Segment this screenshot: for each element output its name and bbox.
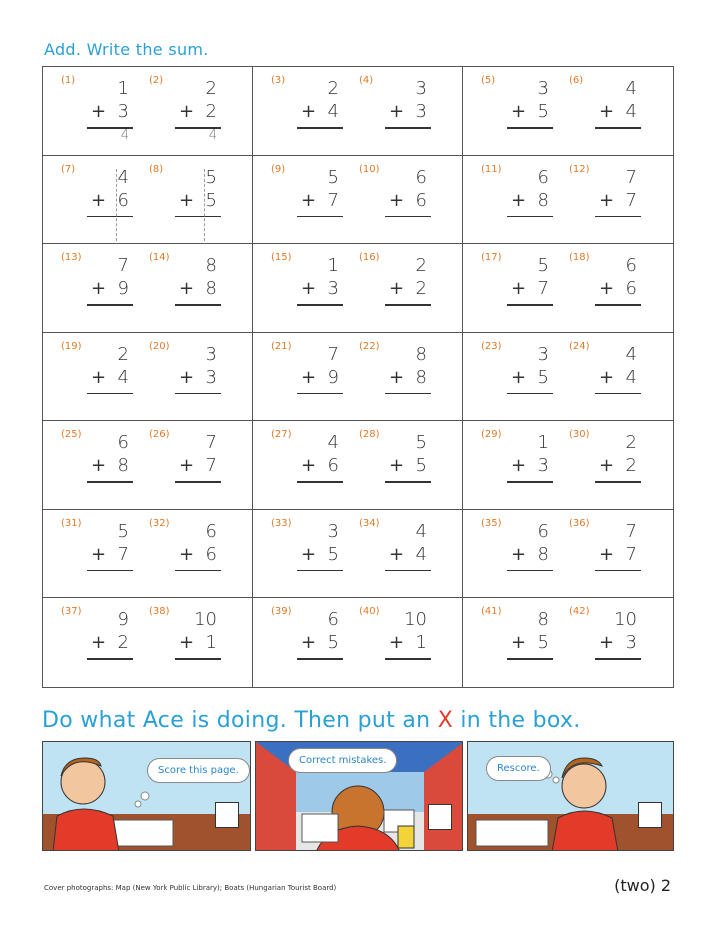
problem [481,341,581,419]
sum-line [297,127,343,129]
sum-line [297,304,343,306]
addend-bottom: 5 [205,189,217,211]
grid-cell [43,598,253,687]
problem [61,429,161,507]
problem [271,606,371,684]
addend-bottom: 4 [117,366,129,388]
addend-bottom: 9 [327,366,339,388]
problem [149,341,249,419]
sum-line [297,658,343,660]
addend-top: 10 [194,609,217,631]
addend-top: 5 [117,520,129,542]
plus-sign: + [301,101,317,122]
plus-sign: + [91,455,107,477]
sum-line [175,393,221,395]
addend-bottom: 5 [537,101,549,122]
addend-top: 5 [415,432,427,454]
problem [569,606,669,684]
sum-line [385,658,431,660]
panel-rescore [467,741,674,851]
sum-line [297,570,343,572]
problem-number: (9) [271,163,286,175]
problem-number: (39) [271,606,292,618]
addend-bottom: 4 [415,543,427,565]
plus-sign: + [511,543,527,565]
addend-top: 7 [117,255,129,277]
grid-cell [253,421,463,510]
bubble-rescore: Rescore. [486,756,551,781]
addend-top: 3 [537,78,549,99]
problem [61,75,164,153]
problem [271,429,371,507]
problem [481,518,581,596]
grid-cell [43,67,253,156]
problem [61,341,161,419]
problem-number: (33) [271,517,292,529]
problem-number: (16) [359,252,380,264]
grid-cell [43,333,253,422]
plus-sign: + [511,278,527,300]
addend-top: 9 [117,609,129,631]
problem [61,163,164,242]
addend-top: 5 [205,166,217,188]
addend-top: 7 [205,432,217,454]
plus-sign: + [179,101,195,122]
sum-line [385,127,431,129]
problem [359,606,459,684]
addend-top: 2 [117,343,129,365]
problem [271,518,371,596]
sum-line [507,127,553,129]
grid-cell [253,67,463,156]
addend-bottom: 1 [205,632,217,654]
problem [359,252,459,330]
sum-line [507,658,553,660]
problem [359,164,459,242]
grid-cell [253,244,463,333]
plus-sign: + [301,278,317,300]
problem-number: (17) [481,252,502,264]
plus-sign: + [511,189,527,211]
addend-top: 5 [327,166,339,188]
addend-bottom: 7 [625,543,637,565]
addend-bottom: 8 [537,189,549,211]
problem [359,518,459,596]
sum-line [87,481,133,483]
sum-line [175,216,221,218]
panel-correct [255,741,463,851]
problem [569,341,669,419]
grid-cell [43,421,253,510]
plus-sign: + [301,189,317,211]
plus-sign: + [179,278,195,300]
problem [481,75,584,153]
cover-credit: Cover photographs: Map (New York Public Library); Boats (Hungarian Tourist Board) [44,884,337,892]
problem-number: (18) [569,252,590,264]
addend-bottom: 7 [625,189,637,211]
addend-bottom: 5 [415,455,427,477]
problem-number: (4) [359,75,374,86]
sum-line [595,570,641,572]
checkbox-score[interactable] [215,802,239,828]
problem-number: (15) [271,252,292,264]
sum-line [507,304,553,306]
plus-sign: + [179,455,195,477]
problem [569,164,669,242]
addend-bottom: 3 [205,366,217,388]
addend-bottom: 3 [625,632,637,654]
grid-cell [253,510,463,599]
problem [271,341,371,419]
addend-top: 3 [537,343,549,365]
plus-sign: + [389,101,405,122]
grid-cell [43,244,253,333]
problem-number: (30) [569,429,590,441]
addend-bottom: 5 [537,366,549,388]
plus-sign: + [301,366,317,388]
problem-number: (41) [481,606,502,618]
addend-bottom: 2 [117,632,129,654]
sum-line [175,658,221,660]
sum-line [297,393,343,395]
problem [359,341,459,419]
plus-sign: + [389,455,405,477]
panel-score [42,741,251,851]
problem [359,429,459,507]
sum-line [175,481,221,483]
sum-line [507,393,553,395]
activity-heading [42,708,581,733]
addend-top: 6 [625,255,637,277]
page-number: (two) 2 [614,876,671,895]
problem [481,164,581,242]
grid-cell [463,156,673,245]
addend-top: 4 [625,343,637,365]
addend-bottom: 5 [327,632,339,654]
addend-top: 7 [625,166,637,188]
addend-bottom: 8 [205,278,217,300]
checkbox-rescore[interactable] [638,802,662,828]
problem [149,252,249,330]
addend-top: 6 [415,166,427,188]
plus-sign: + [179,543,195,565]
checkbox-correct[interactable] [428,804,452,830]
addend-top: 8 [537,609,549,631]
sum-line [385,393,431,395]
place-value-guide [204,169,205,241]
addend-top: 7 [625,520,637,542]
problem-number: (14) [149,252,170,264]
problem [61,518,161,596]
plus-sign: + [599,632,615,654]
addend-top: 2 [205,78,217,99]
addend-top: 3 [415,78,427,99]
problem-number: (38) [149,606,170,618]
problem [61,606,161,684]
sum-line [87,570,133,572]
addend-bottom: 6 [415,189,427,211]
problem [149,75,249,153]
answer-field[interactable]: 4 [120,128,129,143]
instruction-heading: Add. Write the sum. [44,40,209,59]
problem-grid [42,66,674,688]
grid-cell [463,598,673,687]
addend-bottom: 8 [117,455,129,477]
problem-number: (34) [359,517,380,529]
addend-bottom: 2 [205,101,217,122]
sum-line [385,216,431,218]
grid-cell [463,67,673,156]
problem-number: (13) [61,252,82,264]
problem [271,164,371,242]
addend-bottom: 3 [117,101,129,122]
plus-sign: + [511,455,527,477]
problem [61,252,161,330]
problem [569,518,669,596]
problem-number: (28) [359,429,380,441]
plus-sign: + [179,632,195,654]
grid-cell [43,156,253,245]
plus-sign: + [389,189,405,211]
addend-top: 5 [537,255,549,277]
sum-line [87,216,133,218]
addend-bottom: 3 [415,101,427,122]
addend-top: 4 [625,78,637,99]
plus-sign: + [599,366,615,388]
sum-line [87,658,133,660]
plus-sign: + [389,366,405,388]
addend-bottom: 6 [327,455,339,477]
addend-bottom: 4 [625,101,637,122]
problem-number: (7) [61,163,76,175]
problem [271,75,374,153]
addend-top: 7 [327,343,339,365]
problem-number: (27) [271,429,292,441]
problem-number: (36) [569,517,590,529]
problem-number: (12) [569,163,590,175]
problem [149,518,249,596]
plus-sign: + [301,543,317,565]
addend-top: 8 [205,255,217,277]
plus-sign: + [599,278,615,300]
addend-top: 6 [205,520,217,542]
sum-line [385,481,431,483]
problem-number: (5) [481,75,496,86]
plus-sign: + [91,189,107,211]
problem [569,252,669,330]
plus-sign: + [91,632,107,654]
addend-top: 6 [117,432,129,454]
answer-field[interactable]: 4 [208,128,217,143]
problem [149,606,249,684]
sum-line [175,304,221,306]
problem-number: (42) [569,606,590,618]
problem-number: (31) [61,517,82,529]
sum-line [87,304,133,306]
addend-bottom: 6 [205,543,217,565]
addend-top: 3 [205,343,217,365]
grid-cell [463,333,673,422]
addend-top: 6 [537,166,549,188]
problem [569,75,669,153]
addend-bottom: 3 [327,278,339,300]
problem-number: (29) [481,429,502,441]
sum-line [595,216,641,218]
plus-sign: + [179,189,195,211]
problem-number: (22) [359,340,380,352]
addend-bottom: 9 [117,278,129,300]
problem-number: (24) [569,340,590,352]
comic-panels [42,741,674,851]
grid-cell [463,421,673,510]
addend-bottom: 3 [537,455,549,477]
plus-sign: + [91,543,107,565]
sum-line [595,658,641,660]
addend-bottom: 7 [205,455,217,477]
problem-number: (11) [481,163,502,175]
plus-sign: + [599,455,615,477]
plus-sign: + [389,543,405,565]
place-value-guide [116,169,117,241]
addend-top: 1 [537,432,549,454]
problem [481,252,581,330]
problem-number: (1) [61,75,76,86]
problem [149,429,249,507]
sum-line [595,481,641,483]
problem-number: (6) [569,75,584,86]
plus-sign: + [389,632,405,654]
plus-sign: + [511,632,527,654]
plus-sign: + [599,189,615,211]
addend-bottom: 5 [537,632,549,654]
sum-line [385,570,431,572]
plus-sign: + [91,278,107,300]
addend-top: 6 [537,520,549,542]
addend-top: 4 [415,520,427,542]
problem-number: (2) [149,75,164,86]
addend-bottom: 2 [625,455,637,477]
addend-top: 2 [625,432,637,454]
activity-heading-x: X [437,708,454,733]
addend-bottom: 4 [327,101,339,122]
addend-bottom: 7 [327,189,339,211]
addend-bottom: 7 [537,278,549,300]
sum-line [175,570,221,572]
grid-cell [253,156,463,245]
plus-sign: + [301,455,317,477]
problem-number: (21) [271,340,292,352]
problem [481,429,581,507]
grid-cell [253,598,463,687]
addend-bottom: 5 [327,543,339,565]
plus-sign: + [511,366,527,388]
sum-line [507,481,553,483]
addend-bottom: 1 [415,632,427,654]
problem [271,252,371,330]
addend-top: 3 [327,520,339,542]
problem-number: (3) [271,75,286,86]
addend-bottom: 8 [415,366,427,388]
bubble-score: Score this page. [147,758,250,783]
plus-sign: + [91,366,107,388]
plus-sign: + [511,101,527,122]
sum-line [507,216,553,218]
problem-number: (40) [359,606,380,618]
plus-sign: + [389,278,405,300]
problem [481,606,581,684]
addend-top: 10 [404,609,427,631]
activity-heading-pre: Do what Ace is doing. Then put an [42,708,438,733]
problem [149,164,249,242]
addend-bottom: 4 [625,366,637,388]
addend-top: 1 [327,255,339,277]
addend-top: 6 [327,609,339,631]
addend-top: 8 [415,343,427,365]
addend-top: 10 [614,609,637,631]
addend-top: 2 [415,255,427,277]
plus-sign: + [91,101,107,122]
grid-cell [463,510,673,599]
problem [359,75,459,153]
addend-bottom: 8 [537,543,549,565]
problem-number: (8) [149,163,164,175]
problem-number: (19) [61,340,82,352]
plus-sign: + [179,366,195,388]
sum-line [87,393,133,395]
problem-number: (37) [61,606,82,618]
addend-bottom: 7 [117,543,129,565]
problem-number: (35) [481,517,502,529]
addend-bottom: 6 [117,189,129,211]
addend-top: 2 [327,78,339,99]
plus-sign: + [599,101,615,122]
plus-sign: + [301,632,317,654]
addend-top: 1 [117,78,129,99]
sum-line [595,304,641,306]
problem-number: (10) [359,163,380,175]
sum-line [507,570,553,572]
sum-line [297,216,343,218]
grid-cell [463,244,673,333]
problem-number: (23) [481,340,502,352]
sum-line [595,393,641,395]
addend-top: 4 [327,432,339,454]
addend-top: 4 [117,166,129,188]
sum-line [595,127,641,129]
plus-sign: + [599,543,615,565]
sum-line [385,304,431,306]
problem-number: (20) [149,340,170,352]
addend-bottom: 6 [625,278,637,300]
bubble-correct: Correct mistakes. [288,748,397,773]
problem [569,429,669,507]
problem-number: (26) [149,429,170,441]
addend-bottom: 2 [415,278,427,300]
grid-cell [43,510,253,599]
grid-cell [253,333,463,422]
problem-number: (25) [61,429,82,441]
activity-heading-post: in the box. [453,708,581,733]
problem-number: (32) [149,517,170,529]
sum-line [297,481,343,483]
